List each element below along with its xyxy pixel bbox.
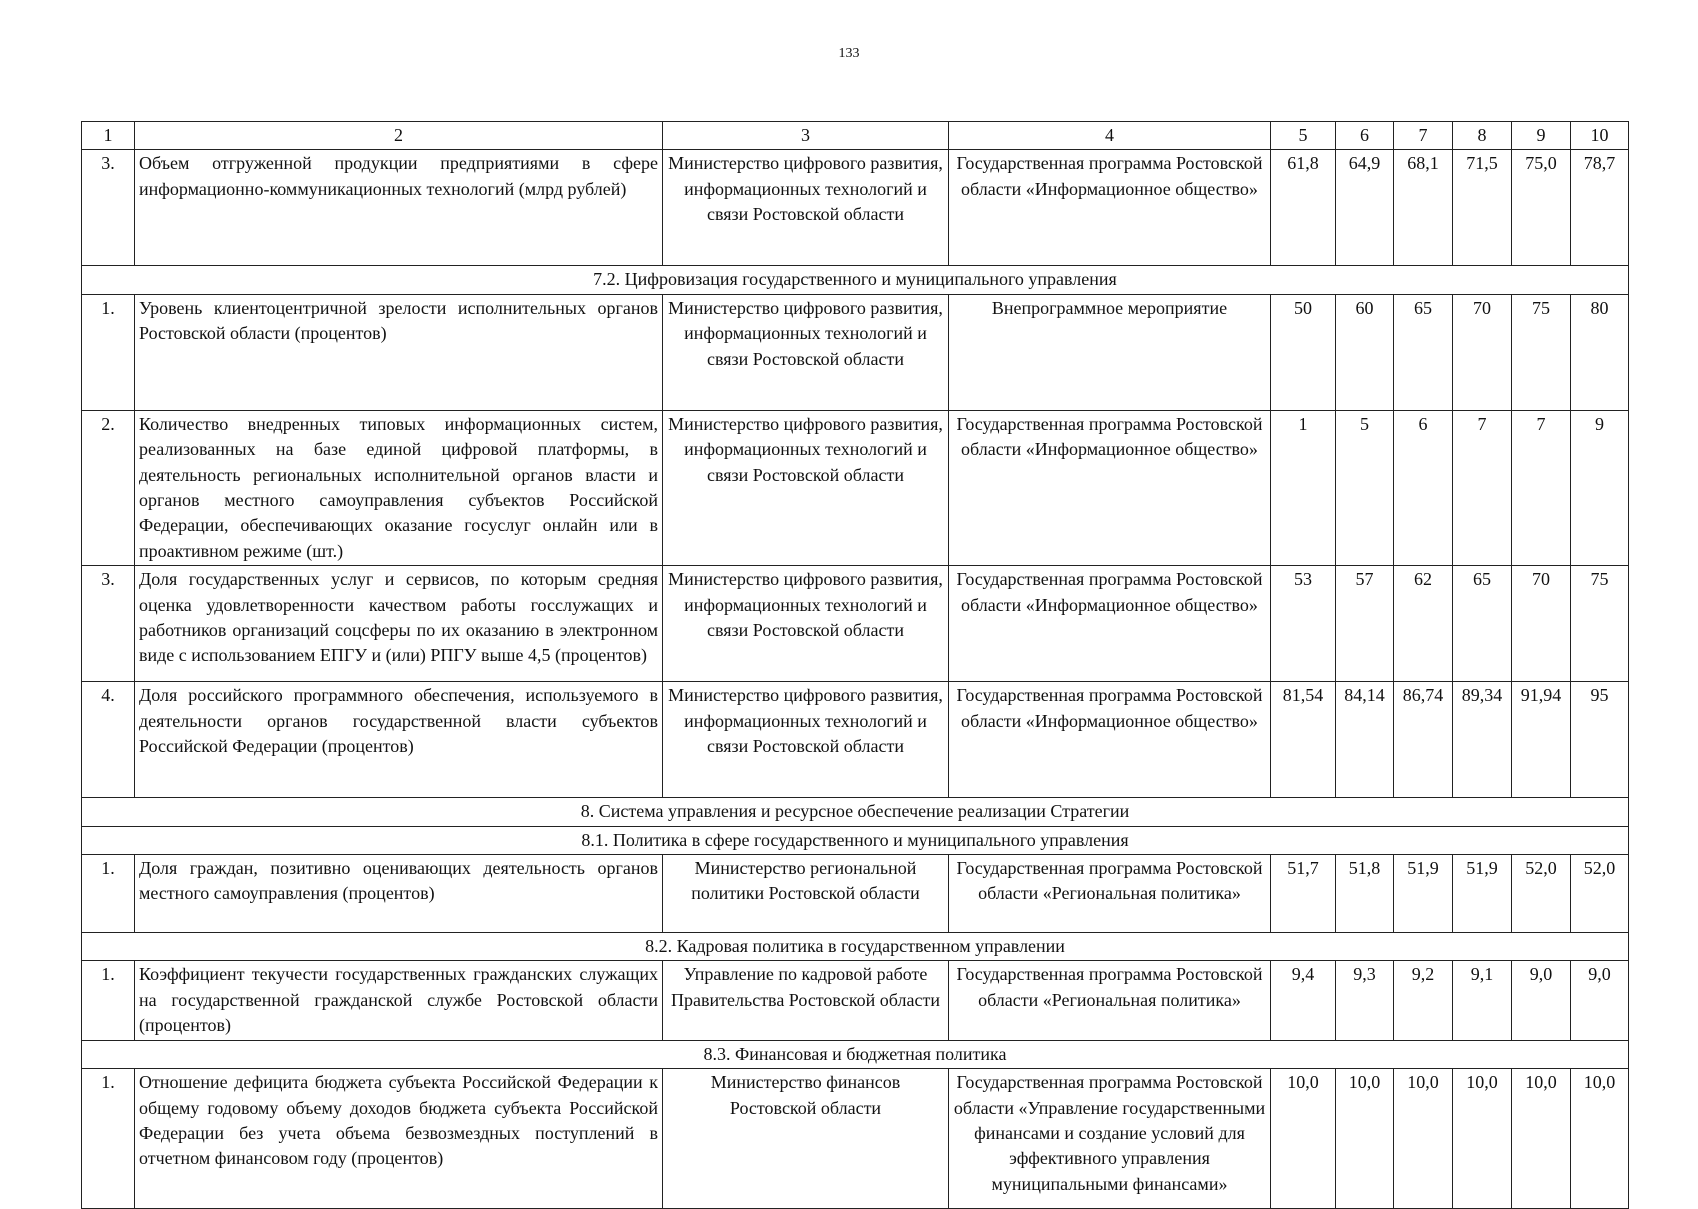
value-cell: 95 [1571, 682, 1629, 798]
section-title: 8.3. Финансовая и бюджетная политика [82, 1040, 1629, 1068]
row-number: 1. [82, 294, 135, 410]
value-cell: 64,9 [1336, 150, 1394, 266]
indicator-name: Доля российского программного обеспечения, используемого в деятельности органов государственной власти субъектов Российской Федерации (процентов) [135, 682, 663, 798]
executor: Министерство цифрового развития, информационных технологий и связи Ростовской области [663, 294, 949, 410]
value-cell: 10,0 [1571, 1069, 1629, 1209]
section-row [82, 266, 1629, 294]
value-cell: 86,74 [1394, 682, 1453, 798]
value-cell: 10,0 [1453, 1069, 1512, 1209]
value-cell: 75,0 [1512, 150, 1571, 266]
executor: Министерство цифрового развития, информационных технологий и связи Ростовской области [663, 410, 949, 565]
program: Государственная программа Ростовской области «Региональная политика» [949, 855, 1271, 933]
value-cell: 68,1 [1394, 150, 1453, 266]
table-row [82, 1069, 1629, 1209]
value-cell: 10,0 [1394, 1069, 1453, 1209]
indicators-table [81, 121, 1629, 1209]
row-number: 2. [82, 410, 135, 565]
indicator-name: Отношение дефицита бюджета субъекта Российской Федерации к общему годовому объему доходов бюджета субъекта Российской Федерации без учета объема безвозмездных поступлений в отчетном финансовом году (процентов) [135, 1069, 663, 1209]
table-row [82, 150, 1629, 266]
value-cell: 9,3 [1336, 961, 1394, 1040]
table-row [82, 566, 1629, 682]
value-cell: 7 [1512, 410, 1571, 565]
value-cell: 9,0 [1512, 961, 1571, 1040]
table-row [82, 682, 1629, 798]
value-cell: 70 [1453, 294, 1512, 410]
executor: Министерство цифрового развития, информационных технологий и связи Ростовской области [663, 150, 949, 266]
value-cell: 84,14 [1336, 682, 1394, 798]
value-cell: 10,0 [1512, 1069, 1571, 1209]
value-cell: 62 [1394, 566, 1453, 682]
program: Государственная программа Ростовской области «Информационное общество» [949, 410, 1271, 565]
value-cell: 60 [1336, 294, 1394, 410]
value-cell: 9,2 [1394, 961, 1453, 1040]
header-cell: 4 [949, 122, 1271, 150]
page-number: 133 [838, 46, 860, 61]
value-cell: 50 [1271, 294, 1336, 410]
indicator-name: Доля государственных услуг и сервисов, по которым средняя оценка удовлетворенности качеством работы госслужащих и работников организаций соцсферы по их оказанию в электронном виде с использованием ЕПГУ и (или) РПГУ выше 4,5 (процентов) [135, 566, 663, 682]
header-cell: 7 [1394, 122, 1453, 150]
row-number: 1. [82, 1069, 135, 1209]
program: Государственная программа Ростовской области «Информационное общество» [949, 682, 1271, 798]
table-row [82, 961, 1629, 1040]
value-cell: 9,0 [1571, 961, 1629, 1040]
section-row [82, 933, 1629, 961]
executor: Министерство цифрового развития, информационных технологий и связи Ростовской области [663, 682, 949, 798]
indicator-name: Количество внедренных типовых информационных систем, реализованных на базе единой цифровой платформы, в деятельность региональных исполнительной органов власти и органов местного самоуправления субъектов Российской Федерации, обеспечивающих оказание госуслуг онлайн или в проактивном режиме (шт.) [135, 410, 663, 565]
indicator-name: Доля граждан, позитивно оценивающих деятельность органов местного самоуправления (процентов) [135, 855, 663, 933]
value-cell: 10,0 [1336, 1069, 1394, 1209]
executor: Министерство финансов Ростовской области [663, 1069, 949, 1209]
row-number: 1. [82, 855, 135, 933]
header-cell: 3 [663, 122, 949, 150]
value-cell: 75 [1571, 566, 1629, 682]
header-row [82, 122, 1629, 150]
value-cell: 53 [1271, 566, 1336, 682]
table-row [82, 410, 1629, 565]
value-cell: 9,1 [1453, 961, 1512, 1040]
value-cell: 52,0 [1571, 855, 1629, 933]
value-cell: 51,7 [1271, 855, 1336, 933]
indicator-name: Объем отгруженной продукции предприятиями в сфере информационно-коммуникационных технологий (млрд рублей) [135, 150, 663, 266]
header-cell: 5 [1271, 122, 1336, 150]
value-cell: 10,0 [1271, 1069, 1336, 1209]
section-row [82, 798, 1629, 826]
value-cell: 75 [1512, 294, 1571, 410]
value-cell: 57 [1336, 566, 1394, 682]
section-row [82, 1040, 1629, 1068]
value-cell: 51,9 [1394, 855, 1453, 933]
program: Государственная программа Ростовской области «Информационное общество» [949, 566, 1271, 682]
executor: Министерство цифрового развития, информационных технологий и связи Ростовской области [663, 566, 949, 682]
header-cell: 6 [1336, 122, 1394, 150]
value-cell: 9 [1571, 410, 1629, 565]
value-cell: 6 [1394, 410, 1453, 565]
value-cell: 71,5 [1453, 150, 1512, 266]
header-cell: 10 [1571, 122, 1629, 150]
program: Государственная программа Ростовской области «Региональная политика» [949, 961, 1271, 1040]
row-number: 3. [82, 150, 135, 266]
value-cell: 65 [1394, 294, 1453, 410]
table-row [82, 855, 1629, 933]
value-cell: 7 [1453, 410, 1512, 565]
indicator-name: Коэффициент текучести государственных гражданских служащих на государственной гражданской службе Ростовской области (процентов) [135, 961, 663, 1040]
value-cell: 61,8 [1271, 150, 1336, 266]
program: Государственная программа Ростовской области «Управление государственными финансами и создание условий для эффективного управления муниципальными финансами» [949, 1069, 1271, 1209]
value-cell: 52,0 [1512, 855, 1571, 933]
program: Внепрограммное мероприятие [949, 294, 1271, 410]
row-number: 1. [82, 961, 135, 1040]
section-title: 8.2. Кадровая политика в государственном управлении [82, 933, 1629, 961]
header-cell: 2 [135, 122, 663, 150]
row-number: 4. [82, 682, 135, 798]
header-cell: 9 [1512, 122, 1571, 150]
value-cell: 1 [1271, 410, 1336, 565]
value-cell: 91,94 [1512, 682, 1571, 798]
row-number: 3. [82, 566, 135, 682]
table-row [82, 294, 1629, 410]
value-cell: 65 [1453, 566, 1512, 682]
value-cell: 5 [1336, 410, 1394, 565]
indicator-name: Уровень клиентоцентричной зрелости исполнительных органов Ростовской области (процентов) [135, 294, 663, 410]
program: Государственная программа Ростовской области «Информационное общество» [949, 150, 1271, 266]
value-cell: 80 [1571, 294, 1629, 410]
section-title: 8.1. Политика в сфере государственного и муниципального управления [82, 826, 1629, 854]
value-cell: 70 [1512, 566, 1571, 682]
header-cell: 8 [1453, 122, 1512, 150]
value-cell: 89,34 [1453, 682, 1512, 798]
section-title: 7.2. Цифровизация государственного и муниципального управления [82, 266, 1629, 294]
value-cell: 78,7 [1571, 150, 1629, 266]
value-cell: 81,54 [1271, 682, 1336, 798]
value-cell: 9,4 [1271, 961, 1336, 1040]
executor: Управление по кадровой работе Правительства Ростовской области [663, 961, 949, 1040]
executor: Министерство региональной политики Ростовской области [663, 855, 949, 933]
value-cell: 51,8 [1336, 855, 1394, 933]
section-row [82, 826, 1629, 854]
header-cell: 1 [82, 122, 135, 150]
section-title: 8. Система управления и ресурсное обеспечение реализации Стратегии [82, 798, 1629, 826]
value-cell: 51,9 [1453, 855, 1512, 933]
